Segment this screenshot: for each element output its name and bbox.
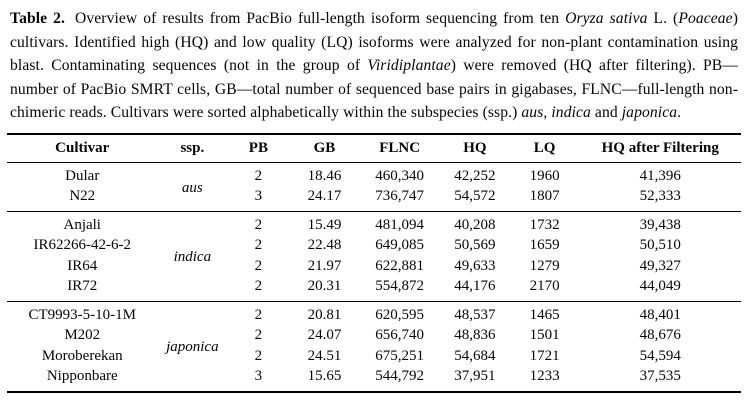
ssp-group-aus: [7, 162, 741, 211]
cell-lq: 1659: [529, 237, 560, 254]
cell-ssp: aus: [181, 179, 203, 196]
cell-cultivar: Anjali: [63, 216, 101, 233]
column-header-gb: GB: [313, 139, 336, 156]
cell-gb: 24.51: [307, 347, 342, 364]
cell-lq: 1732: [529, 216, 560, 233]
cell-pb: 2: [254, 347, 263, 364]
caption-segment: ,: [543, 104, 552, 122]
table-header: [7, 134, 741, 163]
column-header-ssp: ssp.: [180, 139, 205, 156]
column-header-pb: PB: [248, 139, 268, 156]
cell-cultivar: N22: [69, 188, 96, 205]
cell-pb: 2: [254, 306, 263, 323]
cell-pb: 2: [254, 216, 263, 233]
caption-segment: Oryza sativa: [565, 10, 648, 27]
caption-segment: Table 2.: [10, 10, 66, 27]
table-row: [7, 211, 741, 236]
cell-pb: 2: [254, 257, 263, 274]
cell-ssp: indica: [173, 249, 212, 266]
cell-flnc: 656,740: [375, 327, 425, 344]
cell-hq-after-filtering: 52,333: [639, 188, 681, 205]
header-row: [7, 134, 741, 163]
cell-gb: 24.07: [307, 327, 342, 344]
cell-gb: 15.49: [307, 216, 342, 233]
cell-hq: 48,537: [454, 306, 496, 323]
cell-gb: 15.65: [307, 368, 342, 385]
cell-gb: 20.31: [307, 278, 342, 295]
table-row: [7, 162, 741, 187]
ssp-group-indica: [7, 211, 741, 301]
caption-segment: japonica: [621, 104, 678, 122]
cell-flnc: 736,747: [375, 188, 425, 205]
column-header-flnc: FLNC: [379, 139, 421, 156]
cell-hq: 37,951: [454, 368, 496, 385]
cell-hq-after-filtering: 48,676: [639, 327, 681, 344]
table-row: [7, 277, 741, 302]
cell-cultivar: CT9993-5-10-1M: [28, 306, 136, 323]
cell-flnc: 620,595: [375, 306, 425, 323]
caption-segment: Viridiplantae: [367, 57, 451, 75]
cell-lq: 1465: [529, 306, 560, 323]
cell-lq: 1721: [529, 347, 560, 364]
cell-flnc: 649,085: [375, 237, 425, 254]
column-header-hq: HQ: [463, 139, 487, 156]
table-row: [7, 326, 741, 347]
cell-hq: 40,208: [454, 216, 496, 233]
caption-segment: aus: [521, 104, 544, 122]
cell-hq: 50,569: [454, 237, 496, 254]
cell-hq-after-filtering: 39,438: [639, 216, 681, 233]
cell-hq: 54,572: [454, 188, 496, 205]
cell-lq: 1960: [529, 167, 560, 184]
cell-hq: 48,836: [454, 327, 496, 344]
column-header-lq: LQ: [533, 139, 556, 156]
cell-flnc: 481,094: [375, 216, 425, 233]
cell-cultivar: IR72: [67, 278, 98, 295]
caption-segment: Poaceae: [678, 10, 733, 27]
caption-segment: Overview of results from PacBio full-length isoform sequencing from ten: [69, 10, 566, 27]
cell-gb: 18.46: [307, 167, 342, 184]
column-header-hq-after-filtering: HQ after Filtering: [601, 139, 719, 156]
cell-hq-after-filtering: 41,396: [639, 167, 681, 184]
table-caption: [10, 7, 738, 125]
cell-hq-after-filtering: 49,327: [639, 257, 681, 274]
cell-cultivar: M202: [64, 327, 101, 344]
caption-segment: ) were removed (HQ after filtering). PB—number of PacBio SMRT cells, GB—total number of sequenced base pairs in gigabases, FLNC—full-length non-chimeric reads. Cultivars were sorted alphabetically within the subspecies (ssp.): [10, 57, 738, 122]
results-table: [7, 133, 741, 393]
cell-flnc: 675,251: [375, 347, 425, 364]
cell-lq: 2170: [529, 278, 560, 295]
cell-hq: 49,633: [454, 257, 496, 274]
cell-pb: 2: [254, 237, 263, 254]
cell-cultivar: Dular: [65, 167, 100, 184]
cell-lq: 1279: [529, 257, 560, 274]
table-row: [7, 187, 741, 212]
cell-gb: 24.17: [307, 188, 342, 205]
caption-segment: L. (: [647, 10, 679, 27]
cell-hq-after-filtering: 37,535: [639, 368, 681, 385]
table-row: [7, 236, 741, 257]
cell-hq-after-filtering: 50,510: [639, 237, 681, 254]
caption-segment: and: [590, 104, 622, 122]
cell-pb: 2: [254, 278, 263, 295]
cell-ssp: japonica: [166, 339, 219, 356]
cell-flnc: 554,872: [375, 278, 425, 295]
cell-lq: 1807: [529, 188, 560, 205]
cell-cultivar: Nipponbare: [46, 368, 118, 385]
table-row: [7, 367, 741, 392]
cell-flnc: 622,881: [375, 257, 425, 274]
column-header-cultivar: Cultivar: [55, 139, 110, 156]
cell-hq: 42,252: [454, 167, 496, 184]
cell-hq-after-filtering: 48,401: [639, 306, 681, 323]
table-row: [7, 346, 741, 367]
ssp-group-japonica: [7, 301, 741, 392]
cell-hq-after-filtering: 44,049: [639, 278, 681, 295]
cell-hq-after-filtering: 54,594: [639, 347, 681, 364]
caption-segment: indica: [551, 104, 591, 122]
cell-cultivar: IR64: [67, 257, 98, 274]
table-row: [7, 256, 741, 277]
caption-segment: .: [677, 104, 682, 122]
cell-pb: 3: [254, 368, 263, 385]
cell-hq: 44,176: [454, 278, 496, 295]
cell-cultivar: Moroberekan: [41, 347, 123, 364]
cell-gb: 21.97: [307, 257, 342, 274]
cell-gb: 20.81: [307, 306, 342, 323]
cell-lq: 1501: [529, 327, 560, 344]
cell-flnc: 544,792: [375, 368, 425, 385]
cell-pb: 2: [254, 327, 263, 344]
cell-pb: 3: [254, 188, 263, 205]
cell-gb: 22.48: [307, 237, 342, 254]
cell-flnc: 460,340: [375, 167, 425, 184]
cell-cultivar: IR62266-42-6-2: [33, 237, 131, 254]
cell-pb: 2: [254, 167, 263, 184]
table-row: [7, 301, 741, 326]
caption-segment: ) cultivars. Identified high (HQ) and low quality (LQ) isoforms were analyzed for non-plant contamination using blast. Contaminating sequences (not in the group of: [10, 10, 739, 75]
cell-hq: 54,684: [454, 347, 496, 364]
cell-lq: 1233: [529, 368, 560, 385]
